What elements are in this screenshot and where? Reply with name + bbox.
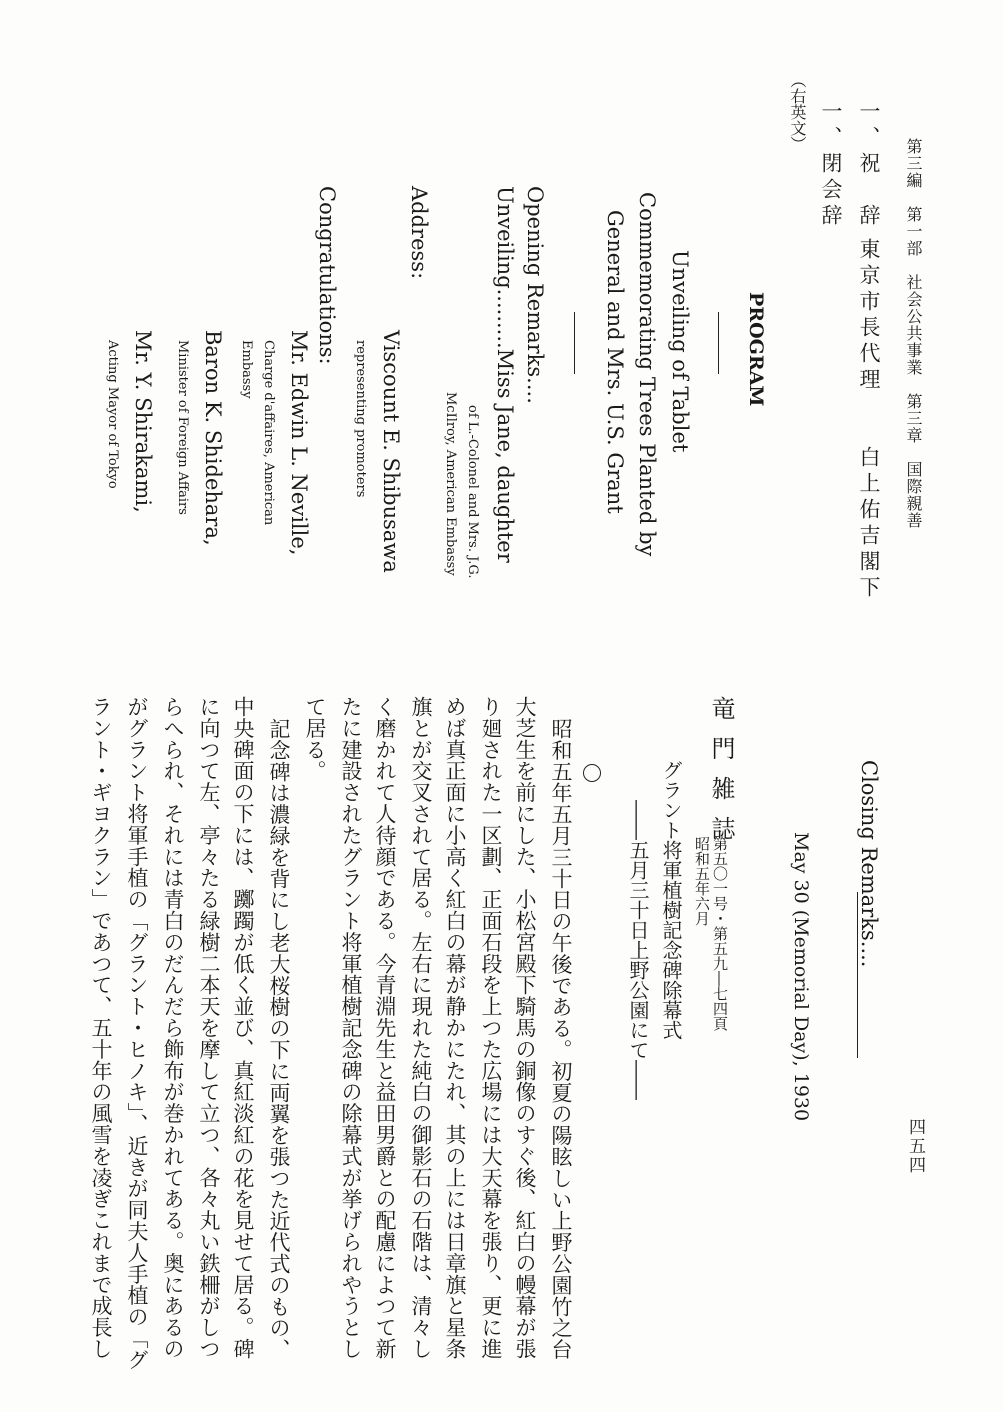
running-head: 第三編 第一部 社会公共事業 第三章 国際親善 [904,138,923,529]
congrats-speaker-1-role-1: Charge d'affaires, American [261,340,276,526]
program-heading-rule [718,312,719,374]
article-title: グラント将軍植樹記念碑除幕式 [659,760,683,1040]
article-subtitle: ――五月三十日上野公園にて―― [626,800,650,1100]
unveiling-detail-2: McIlroy, American Embassy [443,392,458,576]
article-line-1: 昭和五年五月三十日の午後である。初夏の陽眩しい上野公園竹之台 [549,718,573,1360]
closing-rule [857,892,858,1058]
article-line-7: たに建設されたグラント将軍植樹記念碑の除幕式が挙げられやうとし [339,696,363,1360]
congrats-speaker-2-role-1: Minister of Foreign Affairs [175,340,190,515]
article-line-9: 記念碑は濃緑を背にし老大桜樹の下に両翼を張つた近代式のもの、 [267,718,291,1360]
opening-remarks: Opening Remarks.... [523,186,547,404]
program-speaker-congratulations: 東京市長代理 白上佑吉閣下 [857,238,881,602]
program-item-closing: 一、閉会辞 [819,100,843,230]
article-line-5: 旗とが交叉されて居る。左右に現れた純白の御影石の石階は、清々し [409,696,433,1360]
congrats-speaker-3-role-1: Acting Mayor of Tokyo [105,340,120,489]
program-date: May 30 (Memorial Day), 1930 [790,832,812,1122]
unveiling-detail-1: of L.-Colonel and Mrs. J.G. [465,405,480,579]
address-speaker: Viscount E. Shibusawa [379,330,403,573]
article-source-issue: 第五〇一号・第五九―七四頁 [711,836,729,1031]
program-title-line-2: Commemorating Trees Planted by [635,192,659,557]
program-title-line-3: General and Mrs. U.S. Grant [603,210,627,514]
article-line-3: り廻された一区劃、正面石段を上つた広場には大天幕を張り、更に進 [479,696,503,1360]
program-heading: PROGRAM [745,292,767,407]
section-circle [583,764,601,782]
article-line-11: に向つて左、亭々たる緑樹二本天を摩して立つ、各々丸い鉄柵がしつ [197,696,221,1360]
program-title-rule [574,312,575,374]
article-line-10: 中央碑面の下には、躑躅が低く並び、真紅淡紅の花を見せて居る。碑 [231,696,255,1360]
article-source: 竜門雑誌 [707,696,735,856]
page-number: 四五四 [905,1118,925,1175]
article-line-12: らへられ、それには青白のだんだら飾布が巻かれてある。奥にあるの [161,696,185,1360]
unveiling-line: Unveiling.........Miss Jane, daughter [493,186,517,563]
article-line-4: めば真正面に小高く紅白の幕が静かにたれ、其の上には日章旗と星条 [443,696,467,1360]
article-line-13: がグラント将軍手植の「グラント・ヒノキ」、近きが同夫人手植の「グ [125,696,149,1371]
closing-remarks: Closing Remarks.... [857,760,881,968]
article-line-6: く磨かれて人待顔である。今青淵先生と益田男爵との配慮によつて新 [373,696,397,1360]
article-line-2: 大芝生を前にした、小松宮殿下騎馬の銅像のすぐ後、紅白の幔幕が張 [513,696,537,1360]
congrats-speaker-1-role-2: Embassy [239,340,254,399]
congrats-speaker-1-name: Mr. Edwin L. Neville, [287,330,311,556]
address-label: Address: [407,186,431,280]
article-line-8: て居る。 [303,696,327,782]
address-role: representing promoters [353,340,368,498]
congrats-speaker-3-name: Mr. Y. Shirakami, [131,330,155,513]
program-item-congratulations: 一、祝 辞 [857,100,881,230]
congratulations-label: Congratulations: [315,186,339,365]
article-source-date: 昭和五年六月 [693,836,711,926]
congrats-speaker-2-name: Baron K. Shidehara, [201,330,225,546]
program-note: （右英文） [788,72,807,152]
program-title-line-1: Unveiling of Tablet [668,250,692,453]
article-line-14: ラント・ギヨクラン」であつて、五十年の風雪を凌ぎこれまで成長し [89,696,113,1360]
